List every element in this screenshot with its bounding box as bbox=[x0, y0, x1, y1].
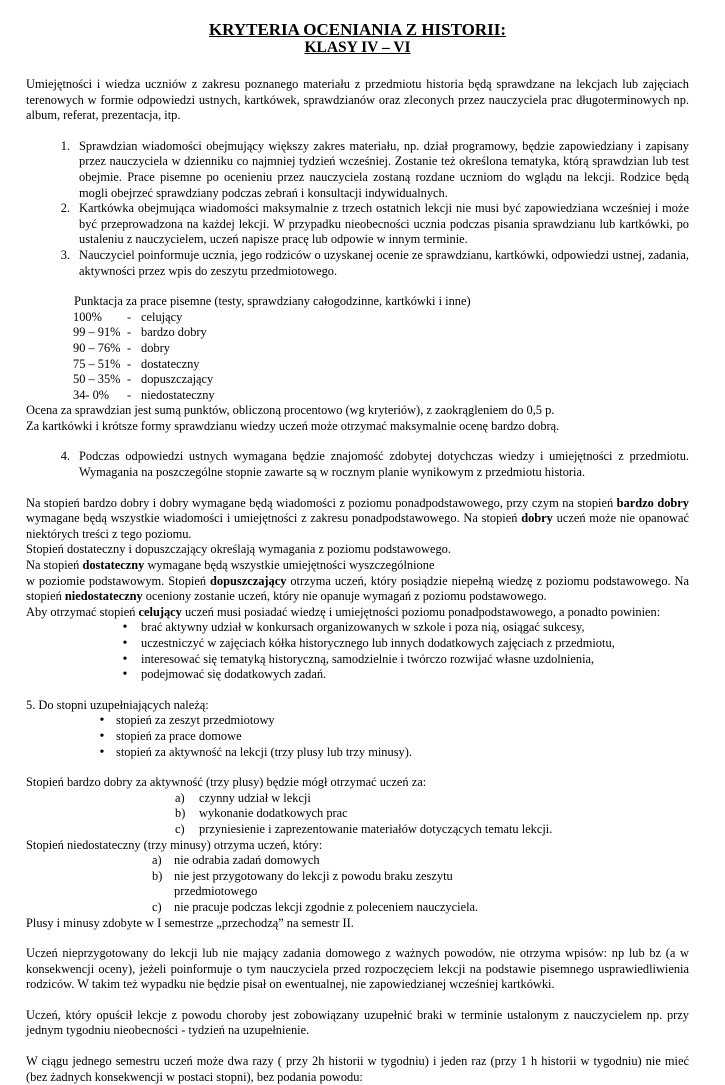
scoring-row bbox=[73, 341, 689, 357]
list-item bbox=[26, 139, 689, 201]
scoring-percent: 34- 0% bbox=[73, 387, 110, 402]
scoring-percent: 75 – 51% bbox=[73, 356, 121, 371]
scoring-percent: 99 – 91% bbox=[73, 325, 121, 340]
plus-section bbox=[26, 775, 689, 837]
carry-over-note: Plusy i minusy zdobyte w I semestrze „przechodzą” na semestr II. bbox=[26, 915, 354, 930]
grade-paragraph: Na stopień bardzo dobry i dobry wymagane będą wiadomości z poziomu ponadpodstawowego, przy czym na stopień bardzo dobry wymagane będą wszystkie wiadomości i umiejętności z zakresu ponadpodstawowego. Na stopień dobry uczeń może nie opanować niektórych treści z tego poziomu. bbox=[26, 495, 689, 541]
scoring-dash: - bbox=[127, 325, 132, 340]
list-item: • stopień za zeszyt przedmiotowy bbox=[26, 713, 689, 729]
scoring-grade: dopuszczający bbox=[141, 372, 214, 387]
list-item: b) nie jest przygotowany do lekcji z powodu braku zeszytu przedmiotowego bbox=[152, 868, 453, 899]
numbered-list bbox=[26, 139, 689, 279]
grade-paragraph: w poziomie podstawowym. Stopień dopuszczający otrzyma uczeń, który posiądzie niepełną wiedzę z poziomu podstawowego. Na stopień niedostateczny oceniony zostanie uczeń, który nie opanuje wymagań z poziomu podstawowego. bbox=[26, 573, 689, 604]
scoring-grade: bardzo dobry bbox=[141, 325, 207, 340]
grade-requirements bbox=[26, 496, 689, 683]
grade-paragraph: Na stopień dostateczny wymagane będą wszystkie umiejętności wyszczególnione bbox=[26, 558, 435, 573]
list-text: Nauczyciel poinformuje ucznia, jego rodziców o uzyskanej ocenie ze sprawdzianu, kartkówki, odpowiedzi ustnej, zadania, aktywności przez wpis do zeszytu przedmiotowego. bbox=[79, 247, 689, 278]
scoring-section bbox=[26, 294, 689, 434]
scoring-row bbox=[73, 357, 689, 373]
bullet-icon bbox=[91, 745, 113, 761]
list-item: b) wykonanie dodatkowych prac bbox=[175, 806, 348, 821]
document-page bbox=[26, 20, 689, 1085]
section-heading: Stopień bardzo dobry za aktywność (trzy plusy) będzie mógł otrzymać uczeń za: bbox=[26, 775, 427, 790]
list-number: 2. bbox=[60, 201, 70, 216]
list-item: c) przyniesienie i zaprezentowanie materiałów dotyczących tematu lekcji. bbox=[175, 821, 553, 836]
scoring-row bbox=[73, 310, 689, 326]
list-item: • interesować się tematyką historyczną, samodzielnie i twórczo rozwijać własne uzdolnienia, bbox=[26, 652, 689, 668]
list-item: c) nie pracuje podczas lekcji zgodnie z poleceniem nauczyciela. bbox=[152, 899, 479, 914]
scoring-dash: - bbox=[127, 309, 132, 324]
scoring-note: Za kartkówki i krótsze formy sprawdzianu wiedzy uczeń może otrzymać maksymalnie ocenę bardzo dobrą. bbox=[26, 418, 560, 433]
list-text: Podczas odpowiedzi ustnych wymagana będzie znajomość zdobytej dotychczas wiedzy i umiejętności z przedmiotu. Wymagania na poszczególne stopnie zawarte są w rocznym planie wynikowym z przedmiotu historia. bbox=[79, 449, 689, 480]
supplementary-bullets bbox=[26, 713, 689, 760]
bullet-icon bbox=[114, 652, 136, 668]
intro-paragraph: Umiejętności i wiedza uczniów z zakresu poznanego materiału z przedmiotu historia będą sprawdzane na lekcjach lub zajęciach terenowych w formie odpowiedzi ustnych, kartkówek, sprawdzianów oraz zleconych przez nauczyciela prac długoterminowych np. album, referat, prezentacja, itp. bbox=[26, 77, 689, 123]
bullet-icon bbox=[114, 620, 136, 636]
grade-paragraph: Aby otrzymać stopień celujący uczeń musi posiadać wiedzę i umiejętności poziomu ponadpodstawowego, a ponadto powinien: bbox=[26, 604, 661, 619]
list-item bbox=[26, 248, 689, 279]
minus-section bbox=[26, 838, 689, 932]
list-number: 1. bbox=[60, 138, 70, 153]
scoring-note: Ocena za sprawdzian jest sumą punktów, obliczoną procentowo (wg kryteriów), z zaokrągleniem do 0,5 p. bbox=[26, 403, 555, 418]
list-number: 3. bbox=[60, 247, 70, 262]
scoring-heading: Punktacja za prace pisemne (testy, sprawdziany całogodzinne, kartkówki i inne) bbox=[74, 294, 471, 309]
list-item: • uczestniczyć w zajęciach kółka historycznego lub innych dodatkowych zajęciach z przedmiotu, bbox=[26, 636, 689, 652]
scoring-grade: dostateczny bbox=[141, 356, 200, 371]
closing-paragraph: W ciągu jednego semestru uczeń może dwa razy ( przy 2h historii w tygodniu) i jeden raz (przy 1 h historii w tygodniu) nie mieć (bez żadnych konsekwencji w postaci stopni), bez podania powodu: bbox=[26, 1054, 689, 1084]
list-text: Sprawdzian wiadomości obejmujący większy zakres materiału, np. dział programowy, będzie zapowiedziany i zapisany przez nauczyciela w dzienniku co najmniej tydzień wcześniej. Zostanie też określona tematyka, którą sprawdzian lub test obejmie. Prace pisemne po ocenieniu przez nauczyciela zostaną rozdane uczniom do wglądu na lekcji. Rodzice będą mogli obejrzeć sprawdziany podczas zebrań i konsultacji indywidualnych. bbox=[79, 138, 689, 200]
scoring-row bbox=[73, 372, 689, 388]
scoring-dash: - bbox=[127, 372, 132, 387]
bullet-icon bbox=[114, 667, 136, 683]
scoring-dash: - bbox=[127, 340, 132, 355]
scoring-dash: - bbox=[127, 356, 132, 371]
scoring-grade: dobry bbox=[141, 340, 170, 355]
scoring-percent: 90 – 76% bbox=[73, 340, 121, 355]
list-item: • brać aktywny udział w konkursach organizowanych w szkole i poza nią, osiągać sukcesy, bbox=[26, 620, 689, 636]
document-subtitle: KLASY IV – VI bbox=[304, 39, 411, 56]
list-item: • stopień za prace domowe bbox=[26, 729, 689, 745]
list-item bbox=[26, 449, 689, 480]
list-item: • stopień za aktywność na lekcji (trzy plusy lub trzy minusy). bbox=[26, 745, 689, 761]
scoring-grade: celujący bbox=[141, 309, 183, 324]
scoring-row bbox=[73, 325, 689, 341]
closing-paragraph: Uczeń, który opuścił lekcje z powodu choroby jest zobowiązany uzupełnić braki w terminie ustalonym z nauczycielem np. przy jednym tygodniu nieobecności - tydzień na uzupełnienie. bbox=[26, 1007, 689, 1038]
supplementary-grades bbox=[26, 698, 689, 760]
document-title: KRYTERIA OCENIANIA Z HISTORII: bbox=[208, 20, 507, 39]
bullet-icon bbox=[91, 713, 113, 729]
list-text: Kartkówka obejmująca wiadomości maksymalnie z trzech ostatnich lekcji nie musi być zapowiedziana wcześniej i może być przeprowadzona na każdej lekcji. W przypadku nieobecności ucznia podczas pisania sprawdzianu lub kartkówki, po ustaleniu z nauczycielem, uczeń napisze pracę lub odpowie w innym terminie. bbox=[79, 201, 689, 247]
list-item: a) nie odrabia zadań domowych bbox=[152, 853, 320, 868]
list-number: 4. bbox=[60, 449, 70, 464]
grade-paragraph: Stopień dostateczny i dopuszczający określają wymagania z poziomu podstawowego. bbox=[26, 542, 451, 557]
section-heading: Stopień niedostateczny (trzy minusy) otrzyma uczeń, który: bbox=[26, 837, 323, 852]
list-item: • podejmować się dodatkowych zadań. bbox=[26, 667, 689, 683]
scoring-percent: 50 – 35% bbox=[73, 372, 121, 387]
closing-paragraph: Uczeń nieprzygotowany do lekcji lub nie mający zadania domowego z ważnych powodów, nie otrzyma wpisów: np lub bz (a w konsekwencji oceny), jeżeli poinformuje o tym nauczyciela przed rozpoczęciem lekcji na podstawie pisemnego usprawiedliwienia rodziców. W takim też wypadku nie będzie pisał on ewentualnej, nie zapowiedzianej wcześniej kartkówki. bbox=[26, 946, 689, 992]
section-heading: 5. Do stopni uzupełniających należą: bbox=[26, 697, 209, 712]
scoring-percent: 100% bbox=[73, 309, 102, 324]
scoring-dash: - bbox=[127, 387, 132, 402]
celujacy-bullets bbox=[26, 620, 689, 682]
scoring-row bbox=[73, 388, 689, 404]
scoring-grade: niedostateczny bbox=[141, 387, 215, 402]
bullet-icon bbox=[114, 636, 136, 652]
list-item bbox=[26, 201, 689, 248]
bullet-icon bbox=[91, 729, 113, 745]
list-item: a) czynny udział w lekcji bbox=[175, 790, 311, 805]
